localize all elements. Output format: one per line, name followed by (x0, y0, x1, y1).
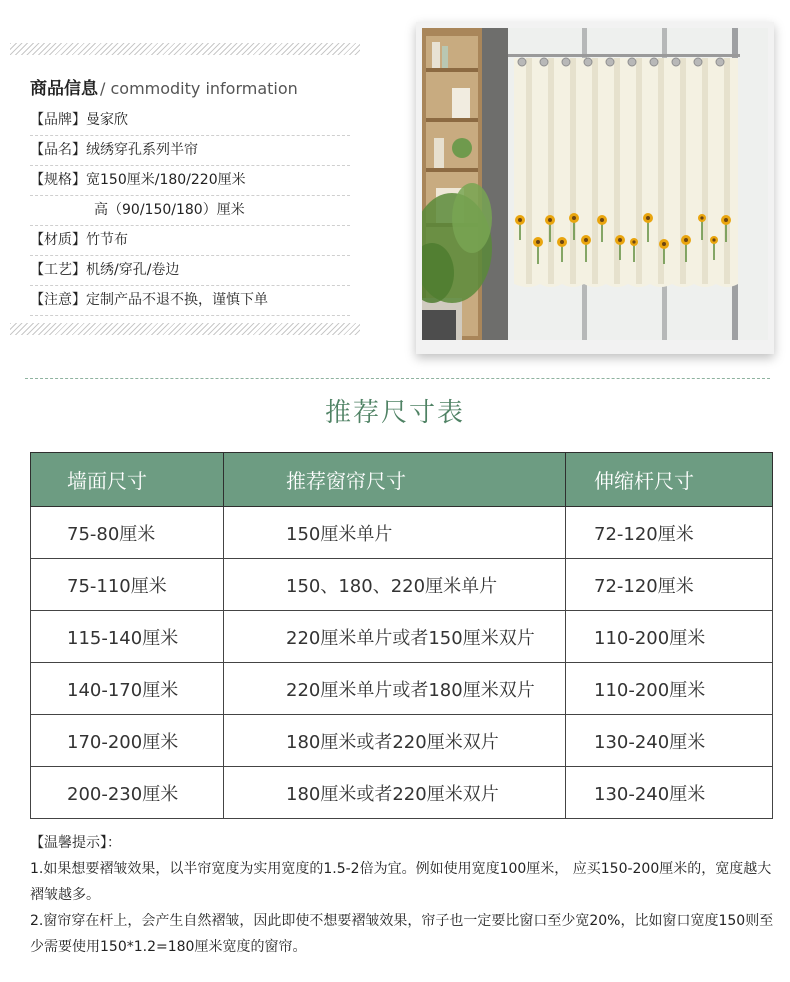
cell-curtain-size: 180厘米或者220厘米双片 (224, 715, 566, 767)
info-brand: 【品牌】曼家欣 (30, 106, 350, 136)
cell-rod-size: 130-240厘米 (566, 715, 773, 767)
cell-curtain-size: 150、180、220厘米单片 (224, 559, 566, 611)
curtain-photo (422, 28, 768, 340)
table-header-row (31, 453, 773, 507)
curtain-illustration (422, 28, 768, 340)
decorative-hatch-top (10, 43, 360, 55)
tips-section (30, 830, 775, 960)
info-material: 【材质】竹节布 (30, 226, 350, 256)
info-list (30, 106, 350, 316)
cell-wall-size: 115-140厘米 (31, 611, 224, 663)
info-craft: 【工艺】机绣/穿孔/卷边 (30, 256, 350, 286)
table-row (31, 715, 773, 767)
info-title (30, 74, 298, 99)
header-curtain-size: 推荐窗帘尺寸 (224, 453, 566, 507)
cell-wall-size: 75-80厘米 (31, 507, 224, 559)
cell-wall-size: 200-230厘米 (31, 767, 224, 819)
cell-curtain-size: 220厘米单片或者150厘米双片 (224, 611, 566, 663)
info-title-en: / commodity information (100, 79, 298, 98)
section-title: 推荐尺寸表 (324, 398, 465, 428)
table-row (31, 507, 773, 559)
tips-heading: 【温馨提示】： (30, 835, 121, 851)
product-photo-frame (416, 22, 774, 354)
table-row (31, 611, 773, 663)
cell-wall-size: 170-200厘米 (31, 715, 224, 767)
table-row (31, 663, 773, 715)
cell-rod-size: 72-120厘米 (566, 559, 773, 611)
cell-curtain-size: 180厘米或者220厘米双片 (224, 767, 566, 819)
cell-curtain-size: 220厘米单片或者180厘米双片 (224, 663, 566, 715)
info-title-cn: 商品信息 (30, 79, 98, 99)
header-wall-size: 墙面尺寸 (31, 453, 224, 507)
info-spec-width: 【规格】宽150厘米/180/220厘米 (30, 166, 350, 196)
cell-rod-size: 110-200厘米 (566, 663, 773, 715)
info-notice: 【注意】定制产品不退不换，谨慎下单 (30, 286, 350, 316)
cell-wall-size: 75-110厘米 (31, 559, 224, 611)
tip-item-2: 2.窗帘穿在杆上，会产生自然褶皱，因此即使不想要褶皱效果，帘子也一定要比窗口至少宽20%，比如窗口宽度150则至少需要使用150*1.2=180厘米宽度的窗帘。 (30, 913, 774, 955)
header-rod-size: 伸缩杆尺寸 (566, 453, 773, 507)
table-row (31, 767, 773, 819)
decorative-hatch-bottom (10, 323, 360, 335)
cell-rod-size: 72-120厘米 (566, 507, 773, 559)
info-product-name: 【品名】绒绣穿孔系列半帘 (30, 136, 350, 166)
size-table (30, 452, 773, 819)
cell-wall-size: 140-170厘米 (31, 663, 224, 715)
info-spec-height: 高（90/150/180）厘米 (30, 196, 350, 226)
cell-curtain-size: 150厘米单片 (224, 507, 566, 559)
cell-rod-size: 130-240厘米 (566, 767, 773, 819)
section-divider (25, 378, 770, 379)
tip-item-1: 1.如果想要褶皱效果，以半帘宽度为实用宽度的1.5-2倍为宜。例如使用宽度100厘米， 应买150-200厘米的，宽度越大褶皱越多。 (30, 861, 772, 903)
cell-rod-size: 110-200厘米 (566, 611, 773, 663)
table-row (31, 559, 773, 611)
